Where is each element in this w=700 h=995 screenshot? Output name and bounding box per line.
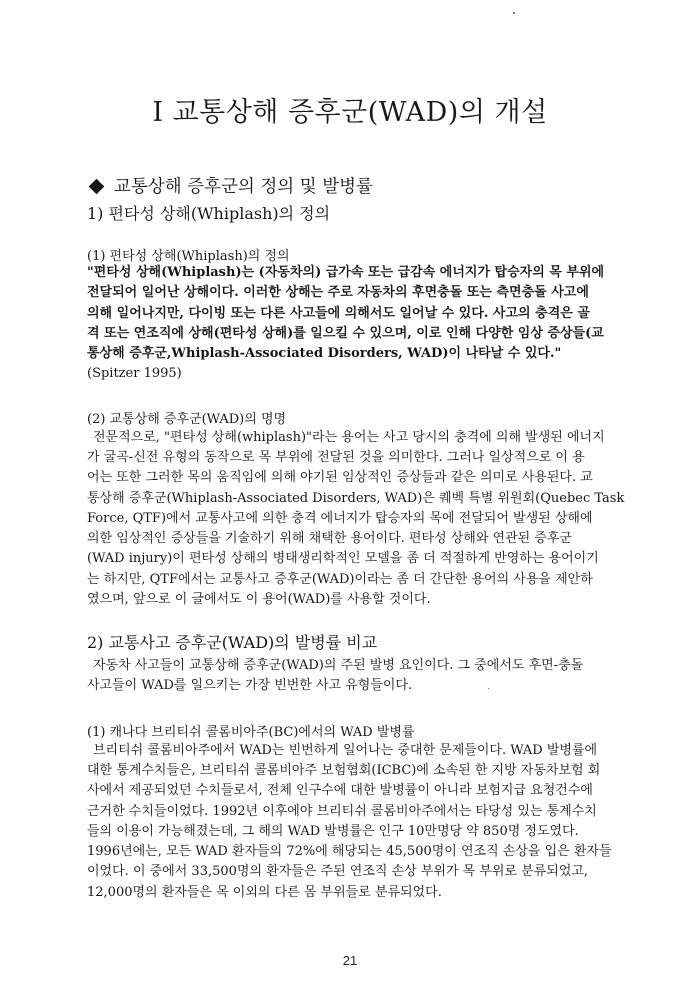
diamond-bullet-icon bbox=[89, 179, 105, 195]
paragraph-line: 브리티쉬 콜롬비아주에서 WAD는 빈번하게 일어나는 중대한 문제들이다. WAD 발병률에 bbox=[93, 743, 598, 758]
paragraph-line: 근거한 수치들이었다. 1992년 이후에야 브리티쉬 콜롬비아주에서는 타당성 있는 통계수치 bbox=[87, 803, 597, 819]
page-number: 21 bbox=[342, 953, 358, 968]
paragraph-line: (WAD injury)이 편타성 상해의 병태생리학적인 모델을 좀 더 적절하게 반영하는 용어이기 bbox=[87, 551, 599, 567]
paragraph-line: 어는 또한 그러한 목의 움직임에 의해 야기된 임상적인 증상들과 같은 의미로 사용된다. 교 bbox=[87, 470, 593, 486]
paragraph-whiplash-definition bbox=[87, 263, 627, 364]
paragraph-line: 이었다. 이 중에서 33,500명의 환자들은 주된 연조직 손상 부위가 목 부위로 분류되었고, bbox=[87, 864, 589, 880]
paragraph-line: 격 또는 연조직에 상해(편타성 상해)를 일으킬 수 있으며, 이로 인해 다양한 임상 증상들(교 bbox=[87, 325, 604, 341]
citation: (Spitzer 1995) bbox=[87, 366, 182, 381]
paragraph-line: 자동차 사고들이 교통상해 증후군(WAD)의 주된 발병 요인이다. 그 중에서도 후면-충돌 bbox=[93, 658, 584, 673]
paragraph-bc-incidence bbox=[87, 741, 627, 761]
paragraph-line: 가 굴곡-신전 유형의 동작으로 목 부위에 전달된 것을 의미한다. 그러나 일상적으로 이 용 bbox=[87, 450, 585, 465]
paragraph-line: 12,000명의 환자들은 목 이외의 다른 몸 부위들로 분류되었다. bbox=[87, 884, 442, 900]
chapter-title: Ⅰ 교통상해 증후군(WAD)의 개설 bbox=[152, 97, 548, 128]
paragraph-line: 1996년에는, 모든 WAD 환자들의 72%에 해당되는 45,500명이 연조직 손상을 입은 환자들 bbox=[87, 844, 612, 860]
paragraph-wad-intro-cont bbox=[87, 676, 627, 696]
item-heading-1-2: (2) 교통상해 증후군(WAD)의 명명 bbox=[87, 412, 287, 427]
paragraph-line: 전문적으로, "편타성 상해(whiplash)"라는 용어는 사고 당시의 충격에 의해 발생된 에너지 bbox=[93, 430, 605, 445]
paragraph-wad-naming bbox=[87, 428, 627, 448]
item-heading-1-1: (1) 편타성 상해(Whiplash)의 정의 bbox=[87, 249, 290, 264]
paragraph-line: 통상해 증후군,Whiplash-Associated Disorders, WAD)이 나타날 수 있다." bbox=[87, 346, 562, 362]
paragraph-line: 들의 이용이 가능해졌는데, 그 해의 WAD 발병률은 인구 10만명당 약 850명 정도였다. bbox=[87, 823, 579, 839]
paragraph-line: 통상해 증후군(Whiplash-Associated Disorders, WAD)은 퀘벡 특별 위원회(Quebec Task bbox=[87, 490, 625, 506]
item-heading-2-1: (1) 캐나다 브리티쉬 콜롬비아주(BC)에서의 WAD 발병률 bbox=[87, 725, 415, 740]
paragraph-line: 는 하지만, QTF에서는 교통사고 증후군(WAD)이라는 좀 더 간단한 용어의 사용을 제안하 bbox=[87, 571, 593, 587]
paragraph-line: Force, QTF)에서 교통사고에 의한 충격 에너지가 탑승자의 목에 전달되어 발생된 상해에 bbox=[87, 510, 593, 526]
paragraph-line: 의해 일어나지만, 다이빙 또는 다른 사고들에 의해서도 일어날 수 있다. 사고의 충격은 골 bbox=[87, 305, 590, 321]
paragraph-line: 였으며, 앞으로 이 글에서도 이 용어(WAD)를 사용할 것이다. bbox=[87, 592, 431, 608]
paragraph-wad-intro bbox=[87, 656, 627, 676]
paragraph-line: 대한 통계수치들은, 브리티쉬 콜롬비아주 보험협회(ICBC)에 소속된 한 지방 자동차보험 회 bbox=[87, 763, 601, 778]
section-heading bbox=[87, 173, 373, 198]
paragraph-line: 사고들이 WAD를 일으키는 가장 빈번한 사고 유형들이다. bbox=[87, 678, 413, 693]
paragraph-wad-naming-cont bbox=[87, 448, 627, 610]
paragraph-bc-incidence-cont bbox=[87, 761, 627, 903]
paragraph-line: 전달되어 일어난 상해이다. 이러한 상해는 주로 자동차의 후면충돌 또는 측면충돌 사고에 bbox=[87, 285, 589, 301]
paragraph-line: 의한 임상적인 증상들을 기술하기 위해 채택한 용어이다. 편타성 상해와 연관된 증후군 bbox=[87, 531, 572, 547]
paragraph-line: "편타성 상해(Whiplash)는 (자동차의) 급가속 또는 급감속 에너지가 탑승자의 목 부위에 bbox=[87, 265, 605, 280]
section-heading-text: 교통상해 증후군의 정의 및 발병률 bbox=[114, 177, 373, 197]
subsection-heading-1: 1) 편타성 상해(Whiplash)의 정의 bbox=[87, 204, 331, 223]
subsection-heading-2: 2) 교통사고 증후군(WAD)의 발병률 비교 bbox=[87, 633, 378, 652]
scan-speck bbox=[513, 12, 515, 14]
paragraph-line: 사에서 제공되었던 수치들로서, 전체 인구수에 대한 발병률이 아니라 보험지급 요청건수에 bbox=[87, 783, 593, 799]
